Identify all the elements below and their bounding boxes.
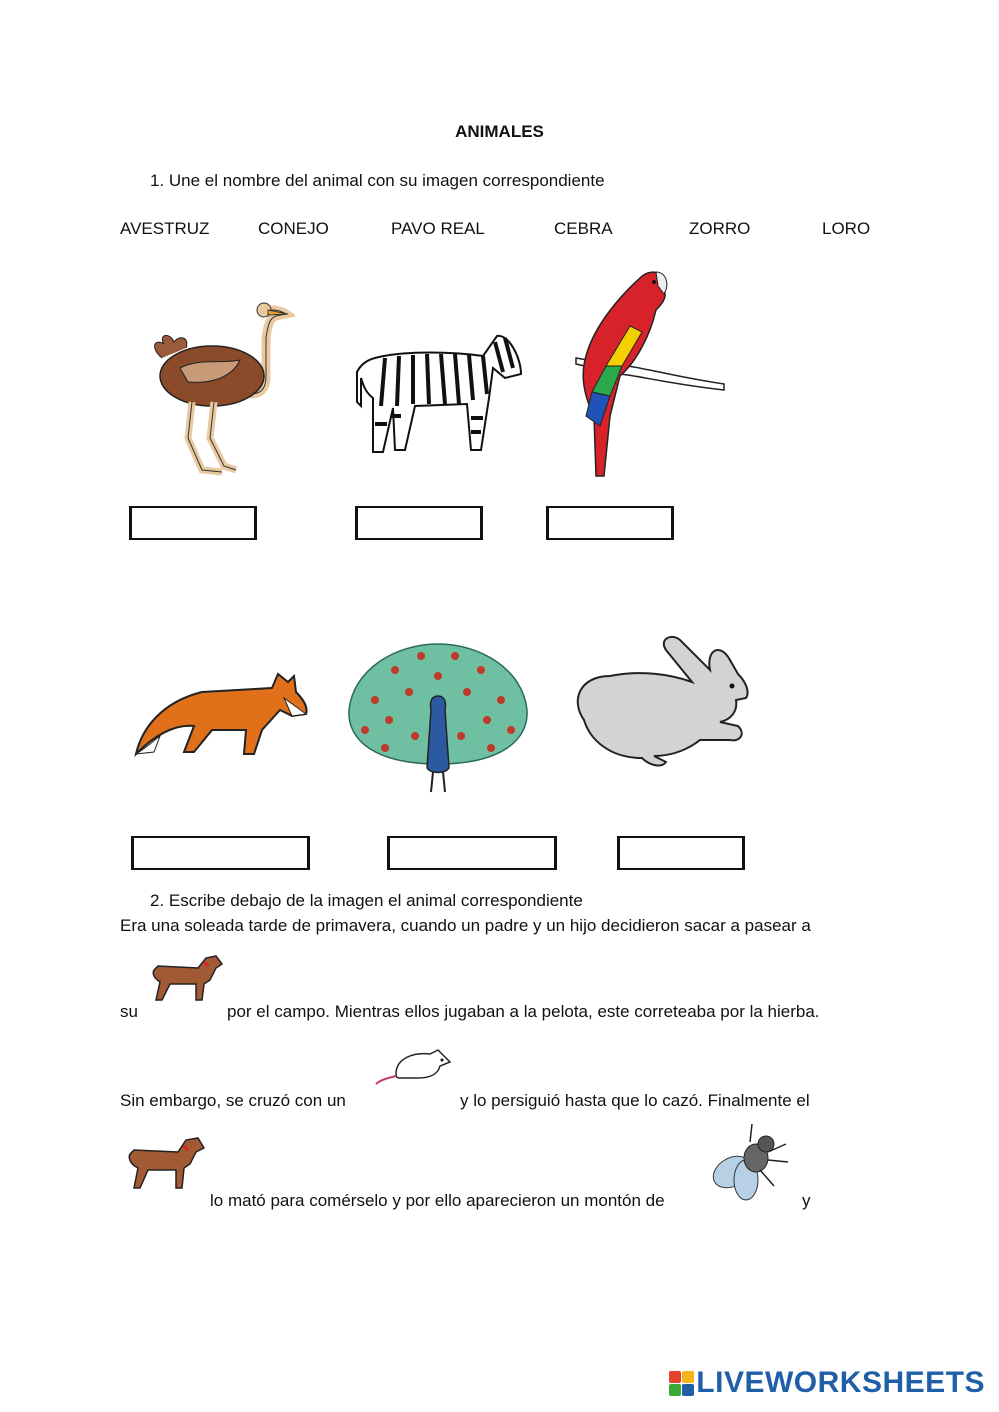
answer-box-zebra[interactable]: [355, 506, 483, 540]
logo-blocks-icon: [669, 1371, 694, 1396]
story-line-4-mid: lo mató para comérselo y por ello aparecieron un montón de: [210, 1191, 665, 1210]
peacock-picture: [345, 640, 531, 796]
mouse-picture: [374, 1048, 452, 1086]
question-1: 1. Une el nombre del animal con su imagen correspondiente: [150, 171, 605, 190]
fly-picture: [708, 1122, 790, 1204]
answer-box-rabbit[interactable]: [617, 836, 745, 870]
fox-picture: [132, 668, 310, 760]
page-title: ANIMALES: [455, 122, 544, 141]
ostrich-picture: [140, 298, 295, 478]
answer-box-ostrich[interactable]: [129, 506, 257, 540]
word-cebra: CEBRA: [554, 219, 613, 238]
word-pavo-real: PAVO REAL: [391, 219, 485, 238]
liveworksheets-logo: [669, 1366, 985, 1400]
story-line-2-end: por el campo. Mientras ellos jugaban a la pelota, este correteaba por la hierba.: [227, 1002, 820, 1021]
story-line-1: Era una soleada tarde de primavera, cuando un padre y un hijo decidieron sacar a pasear a: [120, 916, 811, 935]
story-line-3-end: y lo persiguió hasta que lo cazó. Finalmente el: [460, 1091, 810, 1110]
question-2: 2. Escribe debajo de la imagen el animal correspondiente: [150, 891, 583, 910]
story-line-3-start: Sin embargo, se cruzó con un: [120, 1091, 346, 1110]
brand-name: LIVEWORKSHEETS: [696, 1366, 985, 1399]
parrot-picture: [570, 266, 730, 484]
answer-box-peacock[interactable]: [387, 836, 557, 870]
answer-box-fox[interactable]: [131, 836, 310, 870]
word-loro: LORO: [822, 219, 871, 238]
answer-box-parrot[interactable]: [546, 506, 674, 540]
story-line-4-end: y: [802, 1191, 811, 1210]
rabbit-picture: [570, 630, 750, 768]
dog-picture-2: [124, 1136, 206, 1192]
word-conejo: CONEJO: [258, 219, 329, 238]
dog-picture: [148, 954, 224, 1004]
story-line-2-start: su: [120, 1002, 138, 1021]
word-avestruz: AVESTRUZ: [120, 219, 210, 238]
zebra-picture: [355, 328, 525, 458]
word-zorro: ZORRO: [689, 219, 751, 238]
